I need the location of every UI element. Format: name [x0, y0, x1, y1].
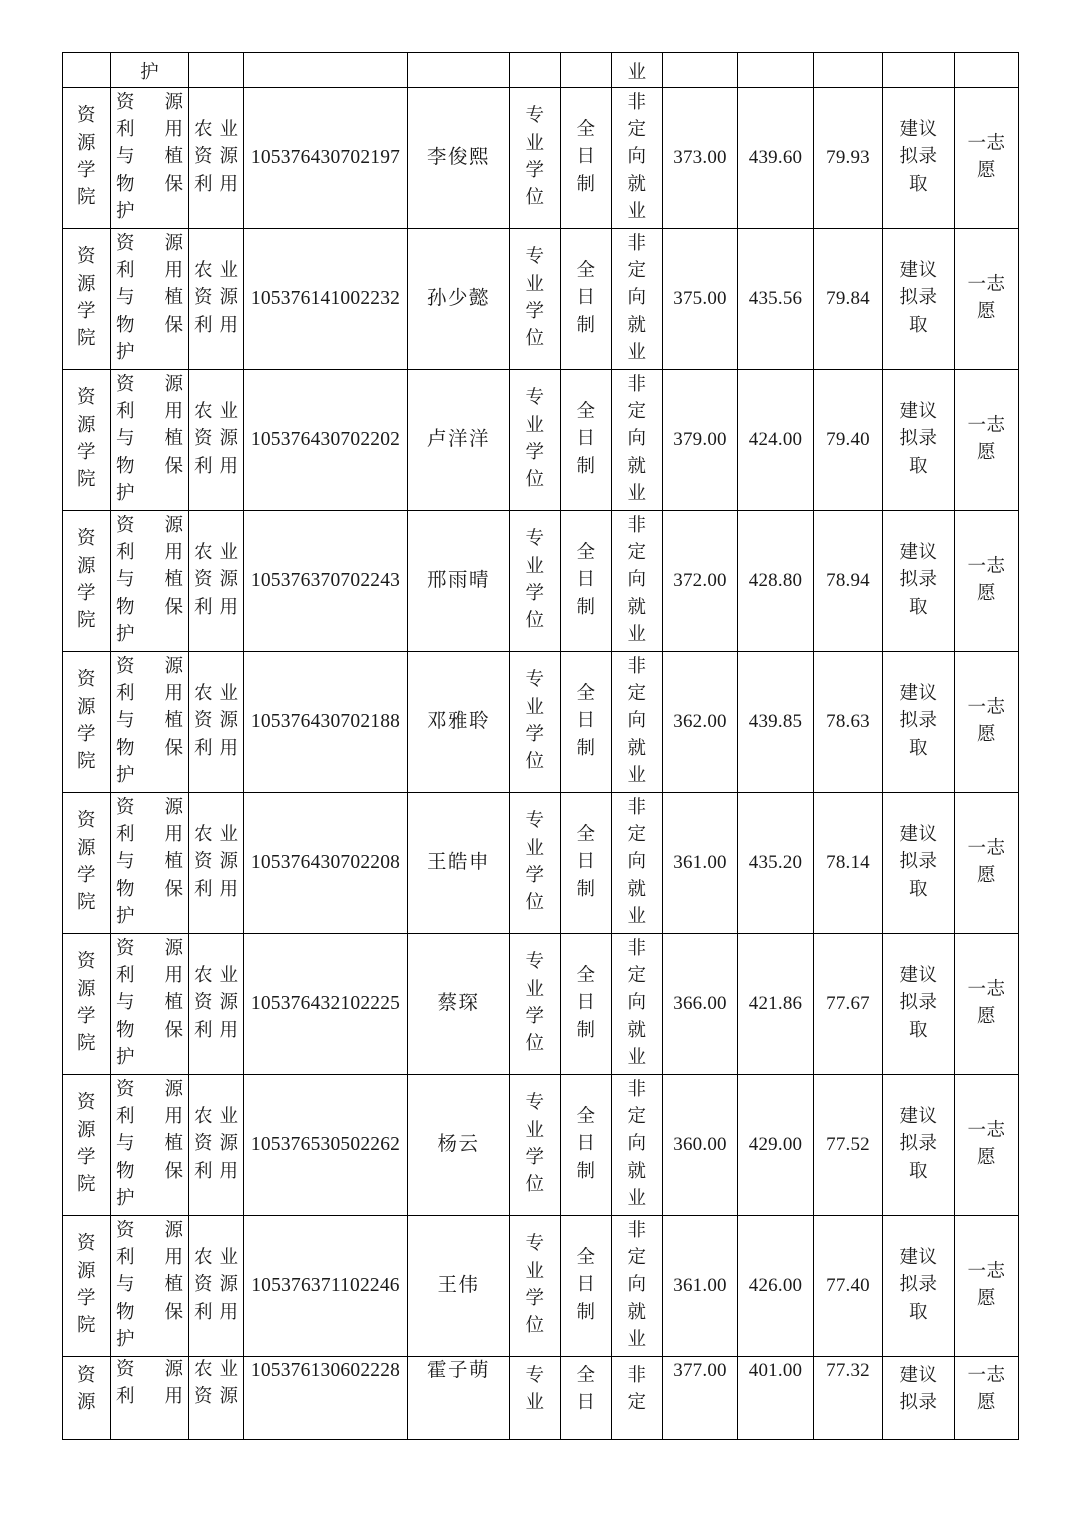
cell-degree	[510, 370, 561, 511]
cell-wish	[955, 511, 1019, 652]
retest-score-text: 421.86	[748, 992, 803, 1014]
retest-score-text: 426.00	[748, 1274, 803, 1296]
initial-score-text: 360.00	[673, 1133, 727, 1155]
initial-score-text: 362.00	[673, 710, 727, 732]
degree-type-text: 专 业 学 位	[525, 952, 545, 1055]
cell-name	[408, 1357, 510, 1440]
major-text: 农 业 资 源 利 用	[194, 683, 238, 759]
cell-study	[561, 652, 612, 793]
cell-initial	[663, 1075, 738, 1216]
admission-result-text: 建议 拟录 取	[899, 260, 938, 336]
table-row	[63, 1216, 1019, 1357]
degree-type-text: 专 业 学 位	[525, 1093, 545, 1196]
degree-type-text: 专 业 学 位	[525, 811, 545, 914]
table-row	[63, 229, 1019, 370]
cell-retest	[738, 934, 814, 1075]
cell-wish	[955, 370, 1019, 511]
major-text: 农 业 资 源 利 用	[194, 401, 238, 477]
cell-field	[111, 652, 189, 793]
cell-name	[408, 88, 510, 229]
cell-total	[814, 793, 883, 934]
cell-college	[63, 1075, 111, 1216]
cell-initial	[663, 370, 738, 511]
cell-employ	[612, 53, 663, 88]
total-score-text: 79.40	[826, 428, 870, 450]
field-text: 资 源 利 用 与 植 物 保 护	[116, 233, 183, 364]
employment-type-text: 非 定 向 就 业	[627, 797, 647, 928]
cell-field	[111, 793, 189, 934]
admission-result-text: 建议 拟录 取	[899, 119, 938, 195]
wish-rank-text: 一志 愿	[967, 556, 1006, 604]
field-text: 资 源 利 用 与 植 物 保 护	[116, 656, 183, 787]
exam-number-text: 105376370702243	[250, 569, 401, 591]
study-mode-text: 全 日 制	[576, 824, 596, 900]
cell-degree	[510, 793, 561, 934]
cell-study	[561, 88, 612, 229]
initial-score-text: 361.00	[673, 1274, 727, 1296]
cell-retest	[738, 370, 814, 511]
candidate-name-text: 霍子萌	[426, 1360, 490, 1381]
cell-name	[408, 370, 510, 511]
table-row-partial-top	[63, 53, 1019, 88]
exam-number-text: 105376430702202	[250, 428, 401, 450]
employment-type-text: 非 定 向 就 业	[627, 233, 647, 364]
exam-number-text: 105376430702188	[250, 710, 401, 732]
cell-name	[408, 229, 510, 370]
cell-degree	[510, 88, 561, 229]
table-body	[63, 53, 1019, 1440]
cell-degree	[510, 229, 561, 370]
cell-major	[189, 1216, 244, 1357]
total-score-text: 77.32	[826, 1360, 870, 1381]
cell-major	[189, 229, 244, 370]
total-score-text: 77.52	[826, 1133, 870, 1155]
cell-result	[883, 1216, 955, 1357]
cell-field	[111, 229, 189, 370]
retest-score-text: 439.60	[748, 146, 803, 168]
major-text: 农 业 资 源 利 用	[194, 1247, 238, 1323]
cell-exam-no	[244, 1216, 408, 1357]
cell-result	[883, 511, 955, 652]
cell-exam-no	[244, 511, 408, 652]
cell-college	[63, 229, 111, 370]
cell-name	[408, 53, 510, 88]
cell-exam_no	[244, 53, 408, 88]
cell-retest	[738, 1075, 814, 1216]
employment-type-text: 非 定 向 就 业	[627, 1220, 647, 1351]
retest-score-text: 424.00	[748, 428, 803, 450]
retest-score-text: 435.56	[748, 287, 803, 309]
cell-field	[111, 934, 189, 1075]
cell-retest	[738, 511, 814, 652]
total-score-text: 78.94	[826, 569, 870, 591]
cell-college	[63, 511, 111, 652]
retest-score-text: 401.00	[748, 1360, 803, 1381]
cell-total	[814, 88, 883, 229]
cell-initial	[663, 652, 738, 793]
candidate-name-text: 王皓申	[426, 851, 490, 873]
college-text: 资 源	[76, 1366, 96, 1414]
study-mode-text: 全 日	[576, 1366, 596, 1414]
initial-score-text: 361.00	[673, 851, 727, 873]
candidate-name-text: 邓雅聆	[426, 710, 490, 732]
initial-score-text: 379.00	[673, 428, 727, 450]
cell-result	[883, 1075, 955, 1216]
admission-result-text: 建议 拟录 取	[899, 542, 938, 618]
degree-type-text: 专 业 学 位	[525, 529, 545, 632]
cell-exam-no	[244, 793, 408, 934]
cell-major	[189, 370, 244, 511]
cell-major	[189, 793, 244, 934]
cell-major	[189, 1357, 244, 1440]
cell-college	[63, 88, 111, 229]
cell-result	[883, 1357, 955, 1440]
cell-college	[63, 793, 111, 934]
admission-result-text: 建议 拟录 取	[899, 965, 938, 1041]
table-row-partial-bottom	[63, 1357, 1019, 1440]
wish-rank-text: 一志 愿	[967, 1261, 1006, 1309]
cell-field-continuation: 护	[140, 62, 159, 83]
cell-field	[111, 511, 189, 652]
cell-initial	[663, 793, 738, 934]
field-text: 资 源 利 用 与 植 物 保 护	[116, 374, 183, 505]
cell-exam-no	[244, 1357, 408, 1440]
cell-field	[111, 1216, 189, 1357]
initial-score-text: 366.00	[673, 992, 727, 1014]
degree-type-text: 专 业	[525, 1366, 545, 1414]
cell-field	[111, 88, 189, 229]
exam-number-text: 105376430702197	[250, 146, 401, 168]
major-text: 农 业 资 源 利 用	[194, 965, 238, 1041]
cell-college	[63, 1216, 111, 1357]
retest-score-text: 439.85	[748, 710, 803, 732]
cell-employ	[612, 88, 663, 229]
college-text: 资 源 学 院	[76, 529, 96, 632]
cell-employ	[612, 793, 663, 934]
field-text: 资 源 利 用 与 植 物 保 护	[116, 938, 183, 1069]
cell-employ	[612, 511, 663, 652]
total-score-text: 78.14	[826, 851, 870, 873]
wish-rank-text: 一志 愿	[967, 697, 1006, 745]
study-mode-text: 全 日 制	[576, 965, 596, 1041]
retest-score-text: 428.80	[748, 569, 803, 591]
exam-number-text: 105376141002232	[250, 287, 401, 309]
retest-score-text: 435.20	[748, 851, 803, 873]
major-text: 农 业 资 源 利 用	[194, 542, 238, 618]
cell-employ	[612, 229, 663, 370]
cell-total	[814, 652, 883, 793]
cell-employ	[612, 934, 663, 1075]
cell-field	[111, 370, 189, 511]
cell-initial	[663, 88, 738, 229]
cell-total	[814, 53, 883, 88]
initial-score-text: 377.00	[673, 1360, 727, 1381]
table-row	[63, 370, 1019, 511]
cell-wish	[955, 1357, 1019, 1440]
study-mode-text: 全 日 制	[576, 542, 596, 618]
cell-result	[883, 934, 955, 1075]
cell-field	[111, 53, 189, 88]
employment-type-text: 非 定 向 就 业	[627, 1079, 647, 1210]
cell-wish	[955, 229, 1019, 370]
cell-retest	[738, 1216, 814, 1357]
wish-rank-text: 一志 愿	[967, 415, 1006, 463]
college-text: 资 源 学 院	[76, 670, 96, 773]
exam-number-text: 105376371102246	[251, 1274, 400, 1296]
table-row	[63, 652, 1019, 793]
cell-initial	[663, 511, 738, 652]
college-text: 资 源 学 院	[76, 1093, 96, 1196]
table-row	[63, 934, 1019, 1075]
table-row	[63, 511, 1019, 652]
cell-total	[814, 1216, 883, 1357]
wish-rank-text: 一志 愿	[967, 979, 1006, 1027]
cell-degree	[510, 1075, 561, 1216]
table-row	[63, 88, 1019, 229]
cell-result	[883, 229, 955, 370]
cell-name	[408, 652, 510, 793]
admission-result-text: 建议 拟录 取	[899, 824, 938, 900]
college-text: 资 源 学 院	[76, 811, 96, 914]
major-text: 农 业 资 源	[194, 1360, 238, 1408]
major-text: 农 业 资 源 利 用	[194, 260, 238, 336]
cell-study	[561, 229, 612, 370]
cell-name	[408, 1216, 510, 1357]
cell-employ	[612, 370, 663, 511]
cell-name	[408, 934, 510, 1075]
cell-wish	[955, 53, 1019, 88]
candidate-name-text: 王伟	[437, 1274, 480, 1296]
cell-retest	[738, 793, 814, 934]
cell-college	[63, 652, 111, 793]
employment-type-text: 非 定 向 就 业	[627, 92, 647, 223]
study-mode-text: 全 日 制	[576, 683, 596, 759]
cell-initial	[663, 53, 738, 88]
cell-degree	[510, 1357, 561, 1440]
cell-degree	[510, 1216, 561, 1357]
study-mode-text: 全 日 制	[576, 260, 596, 336]
field-text: 资 源 利 用 与 植 物 保 护	[116, 515, 183, 646]
initial-score-text: 373.00	[673, 146, 727, 168]
admission-result-text: 建议 拟录 取	[899, 1106, 938, 1182]
degree-type-text: 专 业 学 位	[525, 247, 545, 350]
cell-study	[561, 793, 612, 934]
admission-result-text: 建议 拟录	[899, 1366, 938, 1414]
cell-result	[883, 53, 955, 88]
cell-initial	[663, 934, 738, 1075]
wish-rank-text: 一志 愿	[967, 133, 1006, 181]
degree-type-text: 专 业 学 位	[525, 388, 545, 491]
cell-college	[63, 1357, 111, 1440]
cell-degree	[510, 511, 561, 652]
study-mode-text: 全 日 制	[576, 119, 596, 195]
cell-college	[63, 53, 111, 88]
college-text: 资 源 学 院	[76, 1234, 96, 1337]
cell-college	[63, 370, 111, 511]
cell-total	[814, 934, 883, 1075]
cell-retest	[738, 88, 814, 229]
cell-study	[561, 370, 612, 511]
candidate-name-text: 杨云	[437, 1133, 480, 1155]
cell-study	[561, 53, 612, 88]
employment-type-text: 非 定	[627, 1366, 647, 1414]
field-text: 资 源 利 用	[116, 1360, 183, 1408]
field-text: 资 源 利 用 与 植 物 保 护	[116, 92, 183, 223]
candidate-name-text: 卢洋洋	[426, 428, 490, 450]
admission-result-text: 建议 拟录 取	[899, 1247, 938, 1323]
college-text: 资 源 学 院	[76, 247, 96, 350]
total-score-text: 77.40	[826, 1274, 870, 1296]
exam-number-text: 105376130602228	[250, 1360, 401, 1381]
cell-total	[814, 370, 883, 511]
total-score-text: 79.93	[826, 146, 870, 168]
wish-rank-text: 一志 愿	[967, 1366, 1006, 1414]
cell-result	[883, 88, 955, 229]
candidate-name-text: 孙少懿	[426, 287, 490, 309]
cell-exam-no	[244, 1075, 408, 1216]
exam-number-text: 105376430702208	[250, 851, 401, 873]
cell-study	[561, 934, 612, 1075]
cell-degree	[510, 934, 561, 1075]
cell-retest	[738, 229, 814, 370]
cell-wish	[955, 1216, 1019, 1357]
cell-degree	[510, 53, 561, 88]
cell-exam-no	[244, 652, 408, 793]
cell-major	[189, 652, 244, 793]
cell-major	[189, 53, 244, 88]
major-text: 农 业 资 源 利 用	[194, 119, 238, 195]
cell-study	[561, 511, 612, 652]
college-text: 资 源 学 院	[76, 106, 96, 209]
cell-total	[814, 1357, 883, 1440]
cell-result	[883, 793, 955, 934]
cell-major	[189, 934, 244, 1075]
cell-total	[814, 511, 883, 652]
admission-result-text: 建议 拟录 取	[899, 401, 938, 477]
degree-type-text: 专 业 学 位	[525, 106, 545, 209]
cell-study	[561, 1357, 612, 1440]
cell-major	[189, 511, 244, 652]
admission-table	[62, 52, 1019, 1440]
cell-initial	[663, 1357, 738, 1440]
initial-score-text: 372.00	[673, 569, 727, 591]
cell-wish	[955, 652, 1019, 793]
cell-wish	[955, 793, 1019, 934]
retest-score-text: 429.00	[748, 1133, 803, 1155]
cell-employ	[612, 652, 663, 793]
study-mode-text: 全 日 制	[576, 401, 596, 477]
cell-exam-no	[244, 88, 408, 229]
cell-name	[408, 511, 510, 652]
cell-field	[111, 1357, 189, 1440]
study-mode-text: 全 日 制	[576, 1106, 596, 1182]
cell-study	[561, 1075, 612, 1216]
employment-type-text: 非 定 向 就 业	[627, 656, 647, 787]
cell-employ	[612, 1357, 663, 1440]
major-text: 农 业 资 源 利 用	[194, 1106, 238, 1182]
cell-retest	[738, 53, 814, 88]
cell-total	[814, 229, 883, 370]
total-score-text: 79.84	[826, 287, 870, 309]
employment-type-text: 非 定 向 就 业	[627, 374, 647, 505]
exam-number-text: 105376432102225	[250, 992, 401, 1014]
degree-type-text: 专 业 学 位	[525, 670, 545, 773]
cell-retest	[738, 1357, 814, 1440]
field-text: 资 源 利 用 与 植 物 保 护	[116, 1079, 183, 1210]
cell-employ-continuation: 业	[627, 62, 647, 83]
cell-exam-no	[244, 934, 408, 1075]
cell-wish	[955, 934, 1019, 1075]
employment-type-text: 非 定 向 就 业	[627, 515, 647, 646]
cell-initial	[663, 229, 738, 370]
cell-major	[189, 88, 244, 229]
table-row	[63, 793, 1019, 934]
cell-employ	[612, 1075, 663, 1216]
candidate-name-text: 邢雨晴	[426, 569, 490, 591]
candidate-name-text: 蔡琛	[437, 992, 480, 1014]
cell-result	[883, 370, 955, 511]
total-score-text: 78.63	[826, 710, 870, 732]
study-mode-text: 全 日 制	[576, 1247, 596, 1323]
employment-type-text: 非 定 向 就 业	[627, 938, 647, 1069]
total-score-text: 77.67	[826, 992, 870, 1014]
cell-major	[189, 1075, 244, 1216]
exam-number-text: 105376530502262	[250, 1133, 401, 1155]
cell-employ	[612, 1216, 663, 1357]
candidate-name-text: 李俊熙	[426, 146, 490, 168]
cell-degree	[510, 652, 561, 793]
cell-field	[111, 1075, 189, 1216]
cell-exam-no	[244, 370, 408, 511]
cell-initial	[663, 1216, 738, 1357]
wish-rank-text: 一志 愿	[967, 838, 1006, 886]
wish-rank-text: 一志 愿	[967, 274, 1006, 322]
cell-college	[63, 934, 111, 1075]
admission-result-text: 建议 拟录 取	[899, 683, 938, 759]
college-text: 资 源 学 院	[76, 952, 96, 1055]
field-text: 资 源 利 用 与 植 物 保 护	[116, 797, 183, 928]
cell-retest	[738, 652, 814, 793]
cell-exam-no	[244, 229, 408, 370]
college-text: 资 源 学 院	[76, 388, 96, 491]
field-text: 资 源 利 用 与 植 物 保 护	[116, 1220, 183, 1351]
cell-wish	[955, 88, 1019, 229]
table-row	[63, 1075, 1019, 1216]
cell-name	[408, 1075, 510, 1216]
wish-rank-text: 一志 愿	[967, 1120, 1006, 1168]
cell-study	[561, 1216, 612, 1357]
cell-result	[883, 652, 955, 793]
major-text: 农 业 资 源 利 用	[194, 824, 238, 900]
cell-wish	[955, 1075, 1019, 1216]
initial-score-text: 375.00	[673, 287, 727, 309]
cell-name	[408, 793, 510, 934]
degree-type-text: 专 业 学 位	[525, 1234, 545, 1337]
cell-total	[814, 1075, 883, 1216]
